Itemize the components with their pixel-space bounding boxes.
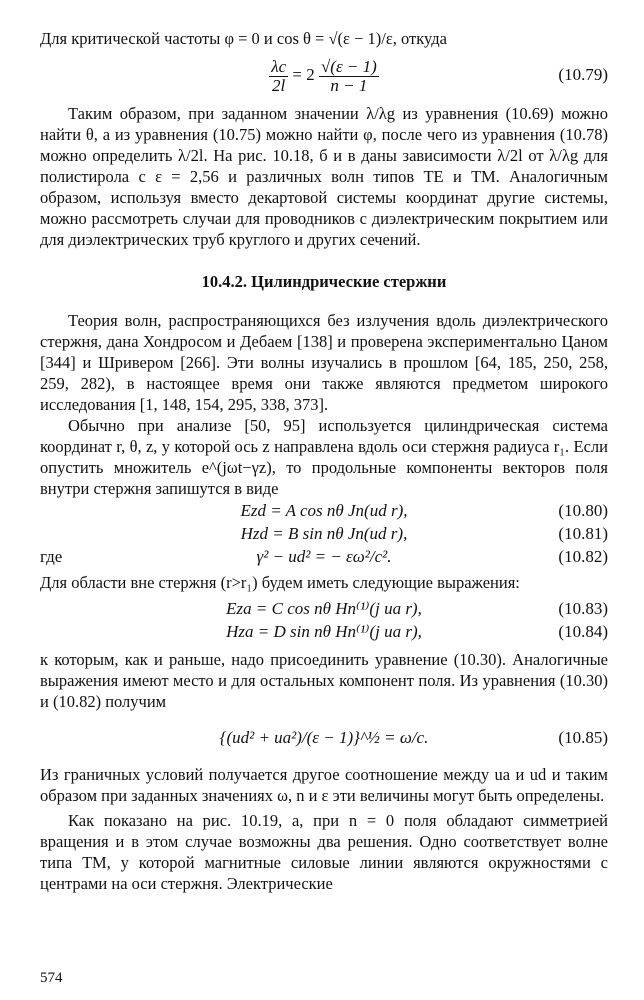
equation-10-79: $\frac{\lambda c}{2l}$ = 2 $\frac{√(\varepsilon - 1)}{n - 1}$ (10.79) xyxy=(40,53,608,97)
equation-10-85: {(ud² + ua²)/(ε − 1)}^½ = ω/c. (10.85) xyxy=(219,728,608,747)
equation-10-80: Ezd = A cos nθ Jn(ud r), (10.80) xyxy=(240,501,608,520)
equation-10-82: где γ² − ud² = − εω²/c². (10.82) xyxy=(40,547,608,566)
equation-10-83: Eza = C cos nθ Hn⁽¹⁾(j ua r), (10.83) xyxy=(226,599,608,618)
page-number: 574 xyxy=(40,970,63,986)
section-heading: 10.4.2. Цилиндрические стержни xyxy=(201,272,447,291)
equation-10-84: Hza = D sin nθ Hn⁽¹⁾(j ua r), (10.84) xyxy=(226,622,608,641)
paragraph-dependencies: Таким образом, при заданном значении λ/λg из уравнения (10.69) можно найти θ, а из уравнения (10.75) можно найти φ, после чего из уравнения (10.78) можно определить λ/2l. На рис. 10.18, б и в даны зависимости λ/2l от λ/λg для полистирола с ε = 2,56 и различных волн типов ТЕ и ТМ. Аналогичным образом, используя вместо декартовой системы координат другие системы, можно рассмотреть случаи для проводников с диэлектрическим покрытием или для диэлектрических труб круглого и других сечений. xyxy=(40,104,608,249)
paragraph-join-equation: к которым, как и раньше, надо присоединить уравнение (10.30). Аналогичные выражения имеют место и для остальных компонент поля. Из уравнения (10.30) и (10.82) получим xyxy=(40,650,608,711)
eq-lhs-fraction: $\frac{\lambda c}{2l}$ xyxy=(271,56,287,95)
paragraph-outside-region: Для области вне стержня (r>r₁) будем иметь следующие выражения: xyxy=(40,573,520,592)
paragraph-theory: Теория волн, распространяющихся без излучения вдоль диэлектрического стержня, дана Хондросом и Дебаем [138] и проверена экспериментально Цаном [344] и Шривером [266]. Эти волны изучались в прошлом [64, 185, 250, 258, 259, 282), в настоящее время они также являются предметом широкого исследования [1, 148, 154, 295, 338, 373]. xyxy=(40,311,608,414)
page-body xyxy=(40,28,608,894)
paragraph-coordinates: Обычно при анализе [50, 95] используется цилиндрическая система координат r, θ, z, у которой ось z направлена вдоль оси стержня радиуса r₁. Если опустить множитель e^(jωt−γz), то продольные компоненты векторов поля внутри стержня запишутся в виде xyxy=(40,416,608,498)
paragraph-critical-frequency: Для критической частоты φ = 0 и cos θ = √(ε − 1)/ε, откуда xyxy=(40,29,447,48)
equation-10-81: Hzd = B sin nθ Jn(ud r), (10.81) xyxy=(240,524,608,543)
paragraph-rotation-symmetry: Как показано на рис. 10.19, а, при n = 0 поля обладают симметрией вращения и в этом случае возможны два решения. Одно соответствует волне типа ТМ, у которой магнитные силовые линии являются окружностями с центрами на оси стержня. Электрические xyxy=(40,811,608,893)
paragraph-boundary-conditions: Из граничных условий получается другое соотношение между ua и ud и таким образом при заданных значениях ω, n и ε эти величины могут быть определены. xyxy=(40,765,608,805)
eq-rhs-fraction: $\frac{√(\varepsilon - 1)}{n - 1}$ xyxy=(320,56,377,95)
equation-number: (10.79) xyxy=(558,65,608,84)
